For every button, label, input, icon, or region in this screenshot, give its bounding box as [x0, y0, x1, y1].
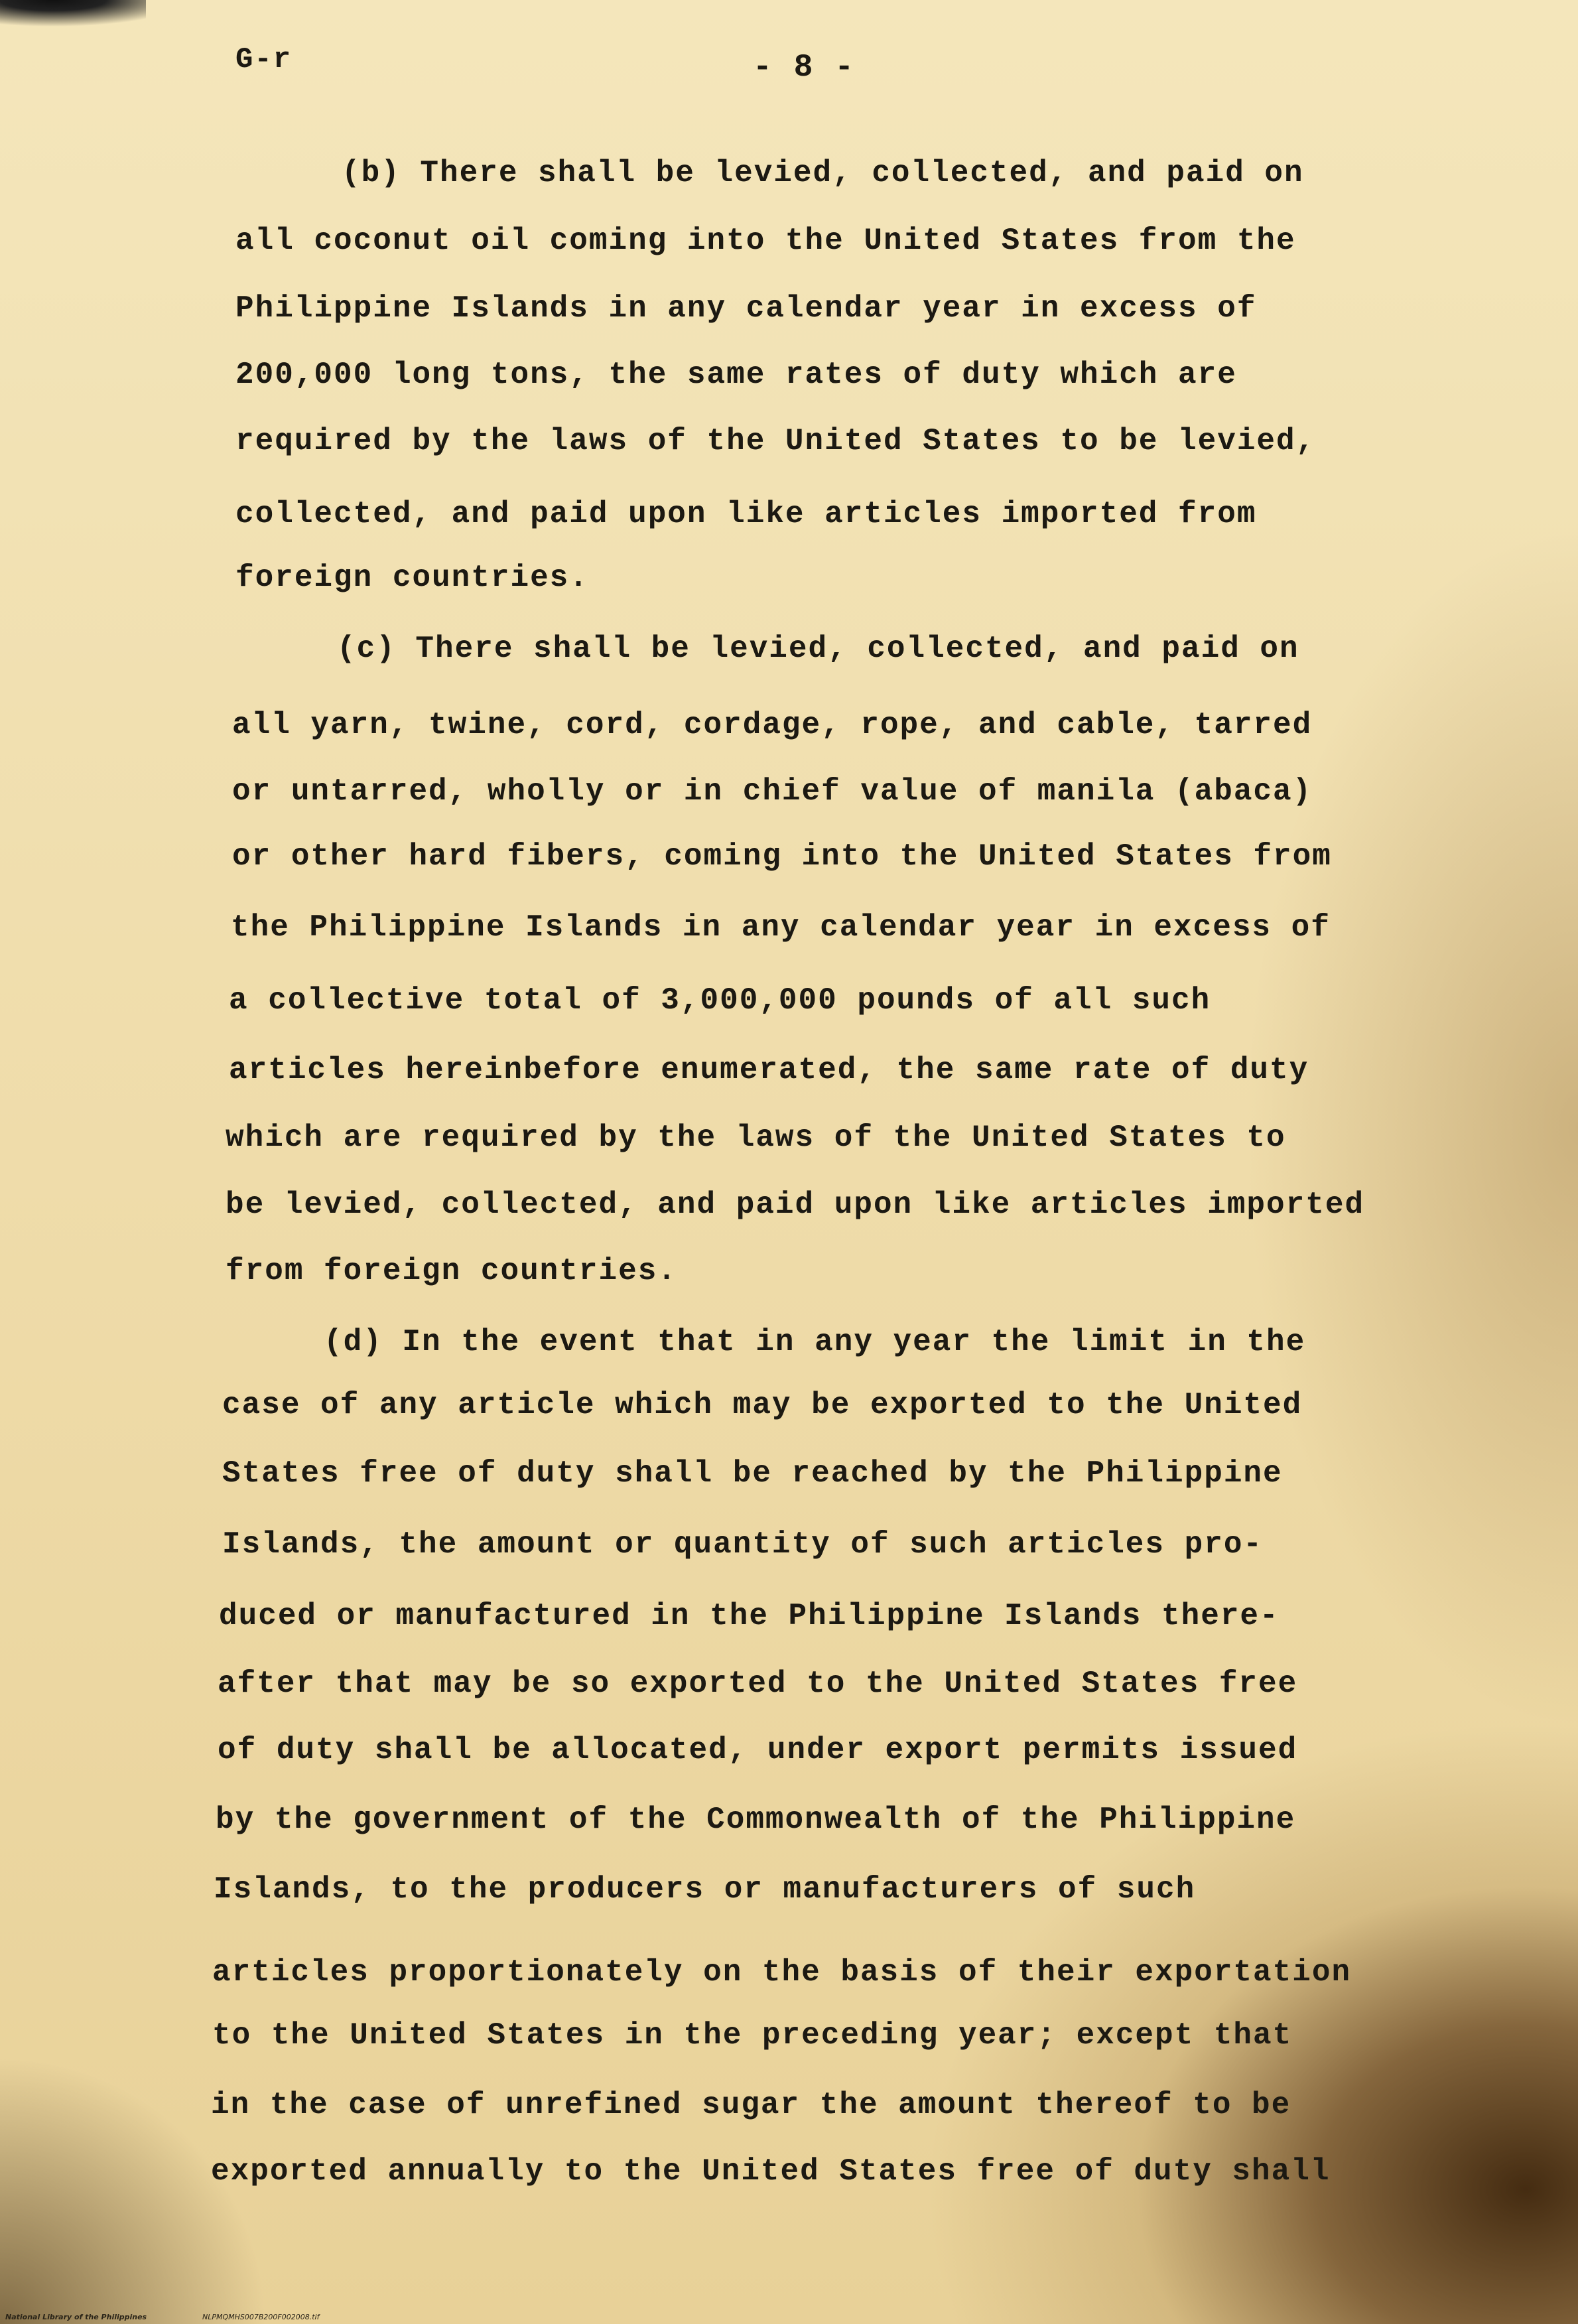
text-line: from foreign countries.	[226, 1254, 677, 1288]
text-line: in the case of unrefined sugar the amount thereof to be	[211, 2088, 1291, 2122]
text-line: case of any article which may be exported to the United	[222, 1388, 1303, 1422]
text-line: by the government of the Commonwealth of the Philippine	[216, 1803, 1296, 1837]
text-line: exported annually to the United States free of duty shall	[211, 2154, 1331, 2189]
text-line: be levied, collected, and paid upon like articles imported	[226, 1188, 1365, 1222]
text-line: required by the laws of the United States to be levied,	[235, 424, 1316, 458]
text-line: to the United States in the preceding year; except that	[212, 2018, 1293, 2053]
text-line: a collective total of 3,000,000 pounds of all such	[229, 983, 1211, 1018]
text-line: Philippine Islands in any calendar year in excess of	[235, 291, 1257, 326]
document-code: G-r	[235, 43, 293, 76]
text-line: after that may be so exported to the United States free	[218, 1667, 1298, 1701]
text-line: articles hereinbefore enumerated, the same rate of duty	[229, 1053, 1309, 1087]
scan-filename: NLPMQMHS007B200F002008.tif	[202, 2313, 320, 2321]
text-line: or untarred, wholly or in chief value of manila (abaca)	[232, 774, 1313, 809]
text-line: (c) There shall be levied, collected, and paid on	[337, 632, 1299, 666]
text-line: articles proportionately on the basis of their exportation	[212, 1955, 1352, 1990]
text-line: (d) In the event that in any year the limit in the	[324, 1325, 1306, 1359]
text-line: Islands, to the producers or manufacturers of such	[214, 1872, 1196, 1907]
text-line: duced or manufactured in the Philippine Islands there-	[219, 1599, 1280, 1633]
text-line: which are required by the laws of the United States to	[226, 1121, 1286, 1155]
library-credit: National Library of the Philippines	[5, 2313, 147, 2321]
text-line: all yarn, twine, cord, cordage, rope, and cable, tarred	[232, 708, 1313, 742]
text-line: foreign countries.	[235, 561, 589, 595]
text-line: of duty shall be allocated, under export permits issued	[218, 1733, 1298, 1767]
text-line: all coconut oil coming into the United States from the	[235, 224, 1296, 258]
text-line: States free of duty shall be reached by the Philippine	[222, 1456, 1283, 1491]
text-line: Islands, the amount or quantity of such articles pro-	[222, 1527, 1264, 1562]
text-line: (b) There shall be levied, collected, and paid on	[342, 156, 1304, 190]
text-line: or other hard fibers, coming into the United States from	[232, 839, 1332, 874]
text-line: 200,000 long tons, the same rates of duty which are	[235, 358, 1237, 392]
text-line: collected, and paid upon like articles imported from	[235, 497, 1257, 531]
scan-corner-shadow	[0, 0, 146, 27]
page-number: - 8 -	[753, 50, 856, 86]
text-line: the Philippine Islands in any calendar year in excess of	[231, 910, 1331, 945]
